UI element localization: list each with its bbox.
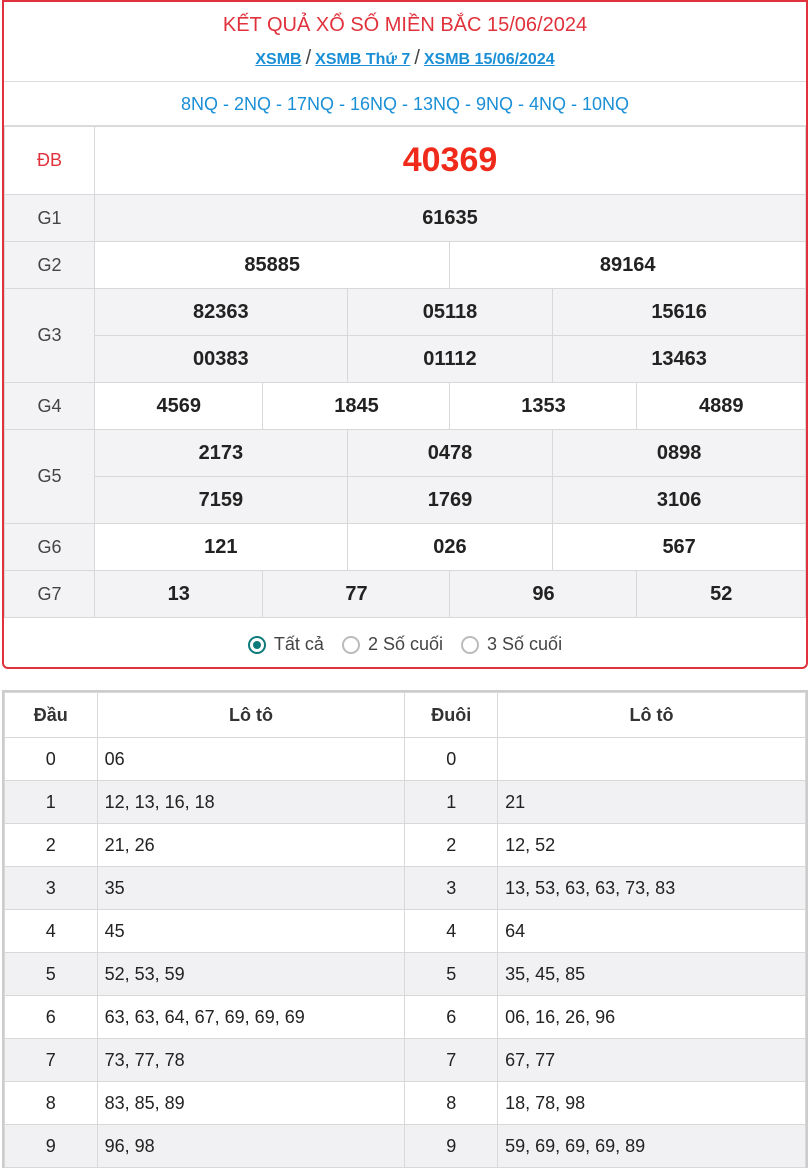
filter-label: Tất cả — [273, 634, 324, 654]
duoi-digit: 8 — [405, 1082, 498, 1125]
prize-number: 4569 — [95, 383, 263, 430]
prize-row-g5 — [5, 430, 806, 477]
prize-row-g5 — [5, 477, 806, 524]
prize-number: 026 — [347, 524, 553, 571]
prize-number: 96 — [450, 571, 637, 618]
dau-loto-values: 06 — [97, 738, 405, 781]
header — [4, 2, 806, 82]
dau-loto-values: 21, 26 — [97, 824, 405, 867]
loto-row — [5, 996, 806, 1039]
dau-loto-values: 96, 98 — [97, 1125, 405, 1168]
prize-label: ĐB — [5, 127, 95, 195]
prize-number: 89164 — [450, 242, 806, 289]
prize-number: 7159 — [95, 477, 348, 524]
prize-row-db — [5, 127, 806, 195]
dau-digit: 7 — [5, 1039, 98, 1082]
result-card — [2, 0, 808, 669]
duoi-digit: 4 — [405, 910, 498, 953]
breadcrumb — [4, 47, 806, 70]
dau-digit: 6 — [5, 996, 98, 1039]
loto-row — [5, 953, 806, 996]
duoi-digit: 3 — [405, 867, 498, 910]
duoi-digit: 0 — [405, 738, 498, 781]
prize-number: 0898 — [553, 430, 806, 477]
prize-row-g3 — [5, 289, 806, 336]
header-loto: Lô tô — [498, 693, 806, 738]
prize-label: G3 — [5, 289, 95, 383]
prize-row-g7 — [5, 571, 806, 618]
dau-loto-values: 63, 63, 64, 67, 69, 69, 69 — [97, 996, 405, 1039]
duoi-loto-values: 67, 77 — [498, 1039, 806, 1082]
dau-loto-values: 52, 53, 59 — [97, 953, 405, 996]
prize-number: 13 — [95, 571, 263, 618]
loto-row — [5, 1039, 806, 1082]
duoi-digit: 9 — [405, 1125, 498, 1168]
loto-row — [5, 781, 806, 824]
filter-all[interactable] — [248, 634, 324, 655]
loto-row — [5, 910, 806, 953]
prize-number: 1353 — [450, 383, 637, 430]
filter-label: 2 Số cuối — [367, 634, 444, 654]
prize-number: 01112 — [347, 336, 553, 383]
loto-row — [5, 1082, 806, 1125]
prize-number: 82363 — [95, 289, 348, 336]
duoi-digit: 6 — [405, 996, 498, 1039]
prize-label: G6 — [5, 524, 95, 571]
loto-table — [4, 692, 806, 1168]
draw-codes: 8NQ - 2NQ - 17NQ - 16NQ - 13NQ - 9NQ - 4NQ - 10NQ — [4, 82, 806, 126]
dau-loto-values: 83, 85, 89 — [97, 1082, 405, 1125]
breadcrumb-xsmb-thu7[interactable]: XSMB Thứ 7 — [315, 51, 411, 68]
dau-digit: 0 — [5, 738, 98, 781]
prize-number: 05118 — [347, 289, 553, 336]
prize-number: 4889 — [637, 383, 806, 430]
page-title: KẾT QUẢ XỔ SỐ MIỀN BẮC 15/06/2024 — [222, 14, 588, 36]
prize-number: 2173 — [95, 430, 348, 477]
duoi-loto-values: 18, 78, 98 — [498, 1082, 806, 1125]
prize-label: G5 — [5, 430, 95, 524]
prize-number: 15616 — [553, 289, 806, 336]
filter-3-digits[interactable] — [461, 634, 562, 655]
dau-digit: 9 — [5, 1125, 98, 1168]
duoi-loto-values: 12, 52 — [498, 824, 806, 867]
duoi-loto-values: 21 — [498, 781, 806, 824]
prize-number: 0478 — [347, 430, 553, 477]
prize-label: G7 — [5, 571, 95, 618]
filter-2-digits[interactable] — [342, 634, 443, 655]
loto-row — [5, 1125, 806, 1168]
breadcrumb-xsmb[interactable]: XSMB — [255, 51, 302, 68]
duoi-loto-values: 59, 69, 69, 69, 89 — [498, 1125, 806, 1168]
results-table — [4, 126, 806, 618]
dau-loto-values: 35 — [97, 867, 405, 910]
duoi-loto-values: 35, 45, 85 — [498, 953, 806, 996]
prize-label: G2 — [5, 242, 95, 289]
prize-number: 3106 — [553, 477, 806, 524]
duoi-digit: 1 — [405, 781, 498, 824]
dau-loto-values: 45 — [97, 910, 405, 953]
dau-loto-values: 12, 13, 16, 18 — [97, 781, 405, 824]
loto-header-row — [5, 693, 806, 738]
prize-number: 77 — [263, 571, 450, 618]
special-prize-number: 40369 — [95, 127, 806, 195]
prize-number: 1769 — [347, 477, 553, 524]
prize-row-g4 — [5, 383, 806, 430]
prize-label: G1 — [5, 195, 95, 242]
dau-loto-values: 73, 77, 78 — [97, 1039, 405, 1082]
header-duoi: Đuôi — [405, 693, 498, 738]
dau-digit: 4 — [5, 910, 98, 953]
prize-label: G4 — [5, 383, 95, 430]
loto-row — [5, 867, 806, 910]
duoi-loto-values: 13, 53, 63, 63, 73, 83 — [498, 867, 806, 910]
header-loto: Lô tô — [97, 693, 405, 738]
filter-label: 3 Số cuối — [487, 634, 563, 654]
duoi-loto-values: 64 — [498, 910, 806, 953]
prize-number: 121 — [95, 524, 348, 571]
dau-digit: 2 — [5, 824, 98, 867]
prize-number: 85885 — [95, 242, 450, 289]
prize-number: 00383 — [95, 336, 348, 383]
digit-filter — [4, 618, 806, 669]
prize-number: 61635 — [95, 195, 806, 242]
dau-digit: 1 — [5, 781, 98, 824]
breadcrumb-separator: / — [305, 47, 312, 69]
dau-digit: 3 — [5, 867, 98, 910]
header-dau: Đầu — [5, 693, 98, 738]
prize-row-g6 — [5, 524, 806, 571]
loto-row — [5, 824, 806, 867]
breadcrumb-xsmb-date[interactable]: XSMB 15/06/2024 — [423, 51, 555, 68]
loto-table-card — [2, 690, 808, 1168]
prize-number: 1845 — [263, 383, 450, 430]
dau-digit: 5 — [5, 953, 98, 996]
duoi-loto-values: 06, 16, 26, 96 — [498, 996, 806, 1039]
dau-digit: 8 — [5, 1082, 98, 1125]
prize-number: 567 — [553, 524, 806, 571]
duoi-digit: 2 — [405, 824, 498, 867]
prize-row-g2 — [5, 242, 806, 289]
prize-row-g3 — [5, 336, 806, 383]
duoi-digit: 7 — [405, 1039, 498, 1082]
radio-icon[interactable] — [342, 636, 360, 654]
loto-row — [5, 738, 806, 781]
prize-row-g1 — [5, 195, 806, 242]
duoi-digit: 5 — [405, 953, 498, 996]
duoi-loto-values — [498, 738, 806, 781]
prize-number: 52 — [637, 571, 806, 618]
radio-icon[interactable] — [461, 636, 479, 654]
radio-selected-icon[interactable] — [248, 636, 266, 654]
breadcrumb-separator: / — [414, 47, 420, 69]
prize-number: 13463 — [553, 336, 806, 383]
